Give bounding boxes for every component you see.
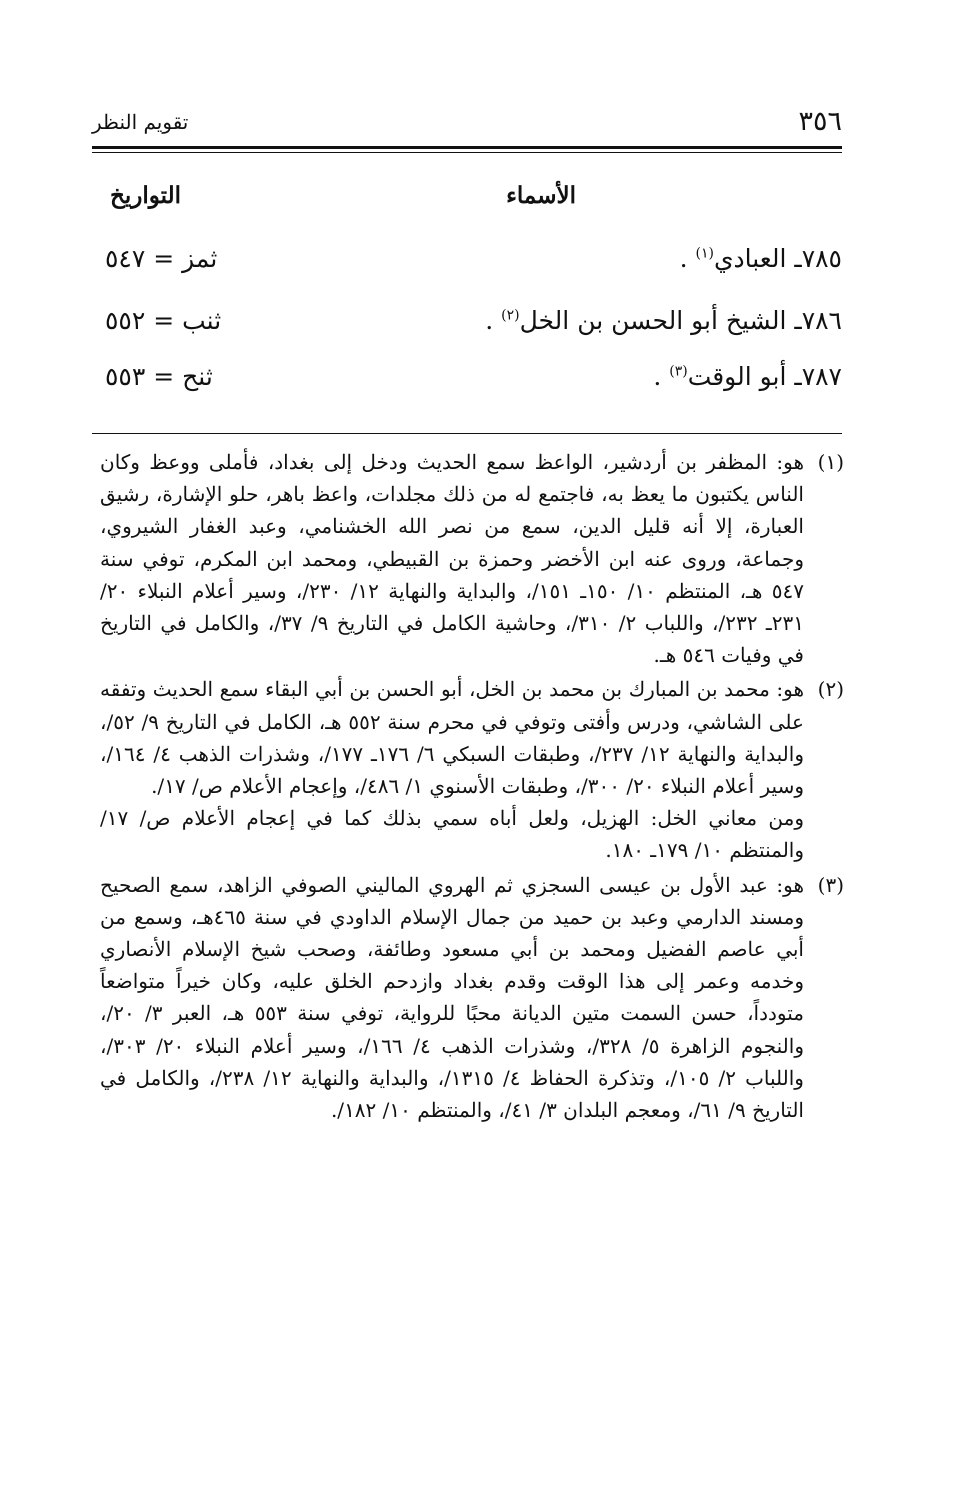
header-rule bbox=[92, 146, 842, 149]
footnote-marker: (٣) bbox=[817, 872, 844, 897]
entry-name: ٧٨٧ـ أبو الوقت$^{(٣)}$ . bbox=[653, 362, 842, 391]
footnote-text: هو: المظفر بن أردشير، الواعظ سمع الحديث ودخل إلى بغداد، فأملى ووعظ وكان الناس يكتبون ما يعظ به، فاجتمع له من ذلك مجلدات، واعظ باهر، حلو الإشارة، رشيق العبارة، إلا أنه قليل الدين، سمع من نصر الله الخشنامي، وعبد الغفار الشيروي، وجماعة، وروى عنه ابن الأخضر وحمزة بن القبيطي، ومحمد ابن المكرم، توفي سنة ٥٤٧ هـ، المنتظم ١٠/ ١٥٠ـ ١٥١/، والبداية والنهاية ١٢/ ٢٣٠/، وسير أعلام النبلاء ٢٠/ ٢٣١ـ ٢٣٢/، واللباب ٢/ ٣١٠/، وحاشية الكامل في التاريخ ٩/ ٣٧/، والكامل في التاريخ في وفيات ٥٤٦ هـ. bbox=[100, 450, 804, 668]
column-header-names: الأسماء bbox=[506, 182, 576, 209]
column-header-dates: التواريخ bbox=[110, 182, 181, 209]
page-number: ٣٥٦ bbox=[798, 106, 842, 137]
book-title: تقويم النظر bbox=[92, 110, 189, 134]
footnote-ref: (٢) bbox=[501, 307, 520, 324]
entry-date: ثمز = ٥٤٧ bbox=[105, 244, 218, 273]
footnote bbox=[100, 673, 844, 866]
footnote-text: هو: محمد بن المبارك بن محمد بن الخل، أبو الحسن بن أبي البقاء سمع الحديث وتفقه على الشاشي، ودرس وأفتى وتوفي في محرم سنة ٥٥٢ هـ، الكامل في التاريخ ٩/ ٥٢/، والبداية والنهاية ١٢/ ٢٣٧/، وطبقات السبكي ٦/ ١٧٦ـ ١٧٧/، وشذرات الذهب ٤/ ١٦٤/، وسير أعلام النبلاء ٢٠/ ٣٠٠/، وطبقات الأسنوي ١/ ٤٨٦/، وإعجام الأعلام ص/ ١٧/. bbox=[100, 677, 804, 799]
entry-row bbox=[105, 244, 842, 290]
footnote bbox=[100, 446, 844, 671]
footnote bbox=[100, 869, 844, 1127]
entry-date: ثنح = ٥٥٣ bbox=[105, 362, 213, 391]
footnote-marker: (٢) bbox=[817, 677, 844, 702]
footnote-text: هو: عبد الأول بن عيسى السجزي ثم الهروي الماليني الصوفي الزاهد، سمع الصحيح ومسند الدارمي وعبد بن حميد من جمال الإسلام الداودي في سنة ٤٦٥هـ، وسمع من أبي عاصم الفضيل ومحمد بن أبي مسعود وطائفة، وصحب شيخ الإسلام الأنصاري وخدمه وعمر إلى هذا الوقت وقدم بغداد وازدحم الخلق عليه، وكان خيراً متواضعاً متودداً، حسن السمت متين الديانة محبًا للرواية، توفي سنة ٥٥٣ هـ، العبر ٣/ ٢٠/، والنجوم الزاهرة ٥/ ٣٢٨/، وشذرات الذهب ٤/ ١٦٦/، وسير أعلام النبلاء ٢٠/ ٣٠٣/، واللباب ٢/ ١٠٥/، وتذكرة الحفاظ ٤/ ١٣١٥/، والبداية والنهاية ١٢/ ٢٣٨/، والكامل في التاريخ ٩/ ٦١/، ومعجم البلدان ٣/ ٤١/، والمنتظم ١٠/ ١٨٢/. bbox=[100, 872, 804, 1123]
entry-name: ٧٨٦ـ الشيخ أبو الحسن بن الخل$^{(٢)}$ . bbox=[485, 306, 842, 335]
footnote-marker: (١) bbox=[817, 450, 844, 474]
header-rule-thin bbox=[92, 152, 842, 153]
entry-row bbox=[105, 306, 842, 352]
entry-date: ثنب = ٥٥٢ bbox=[105, 306, 222, 335]
footnote-ref: (٣) bbox=[669, 363, 688, 380]
footnote-separator bbox=[92, 433, 842, 434]
page-header bbox=[92, 106, 842, 146]
entry-row bbox=[105, 362, 842, 408]
entry-name: ٧٨٥ـ العبادي$^{(١)}$ . bbox=[679, 244, 842, 273]
footnotes bbox=[100, 446, 844, 1126]
footnote-ref: (١) bbox=[695, 245, 714, 262]
footnote-text-continued: ومن معاني الخل: الهزيل، ولعل أباه سمي بذلك كما في إعجام الأعلام ص/ ١٧/ والمنتظم ١٠/ ١٧٩ـ ١٨٠. bbox=[100, 806, 804, 863]
